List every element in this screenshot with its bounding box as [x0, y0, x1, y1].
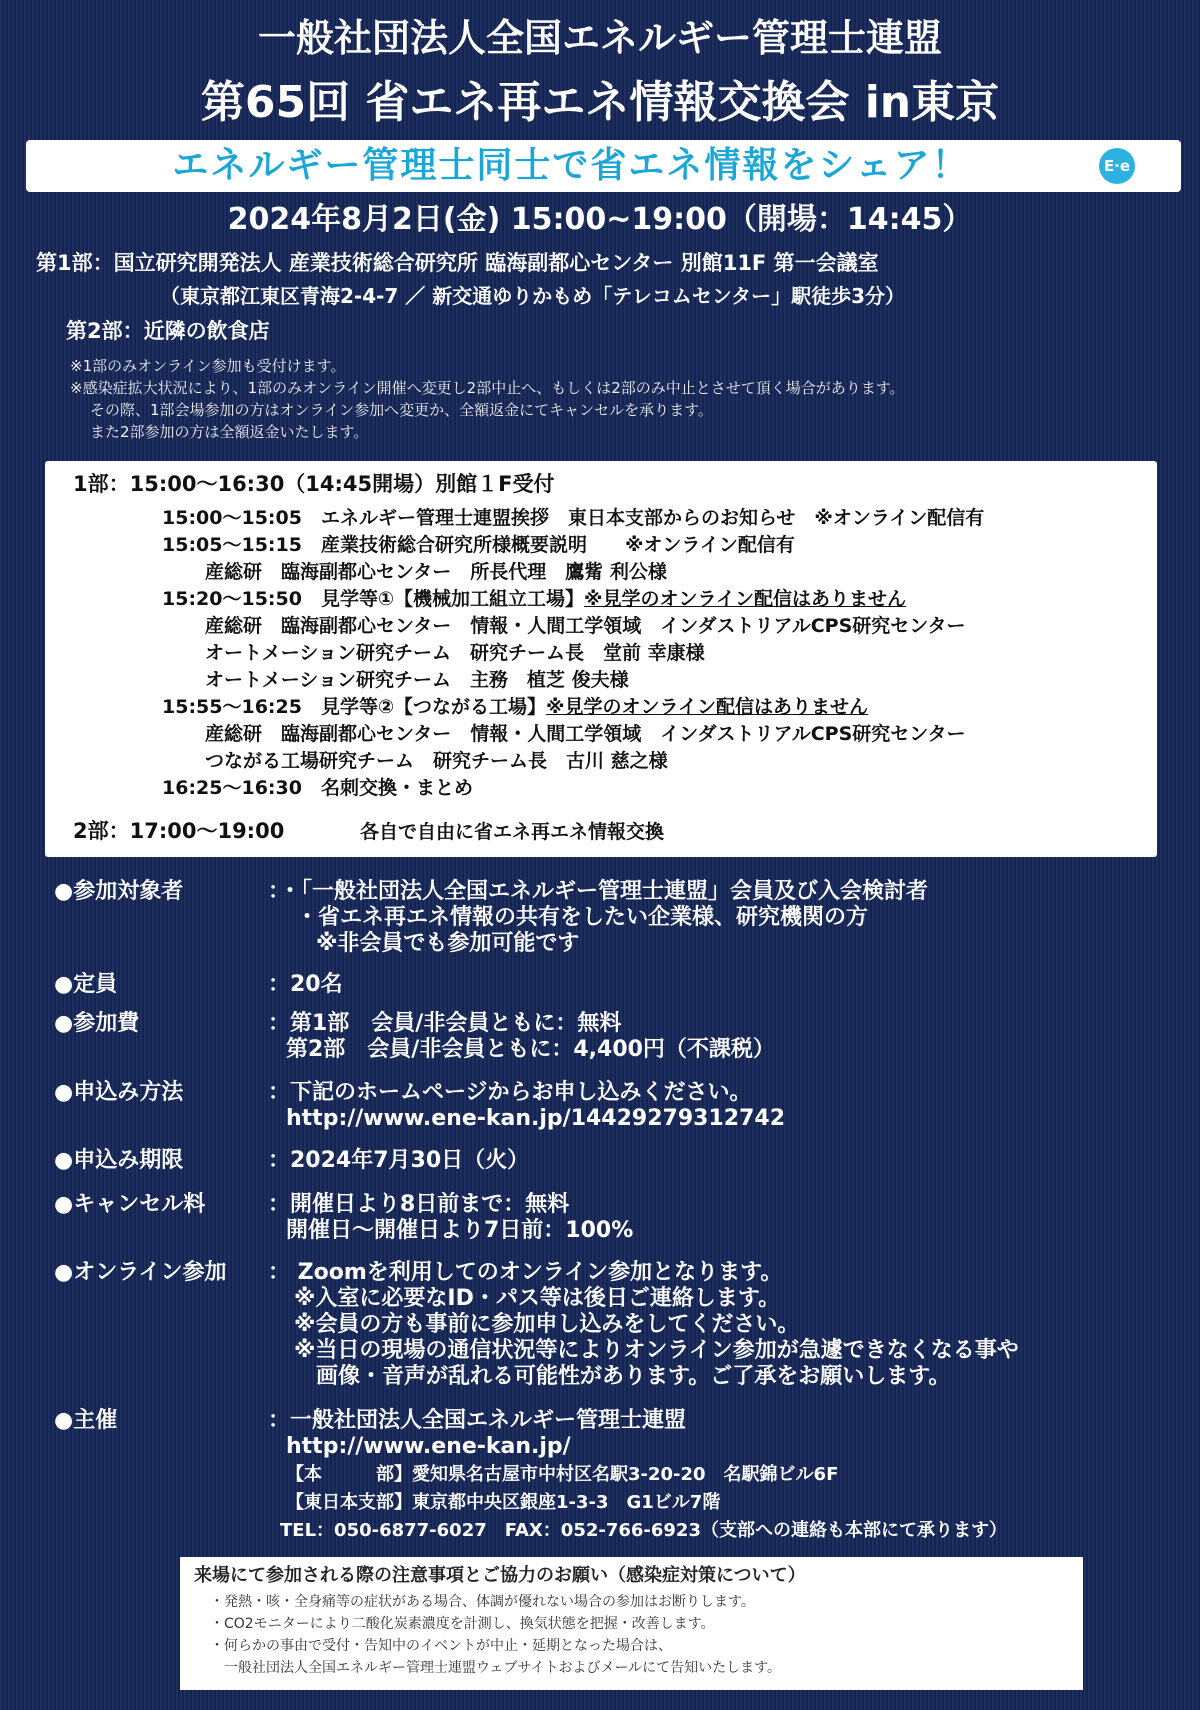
online-1: ： Zoomを利用してのオンライン参加となります。	[268, 1260, 783, 1285]
notice-item: ・何らかの事由で受付・告知中のイベントが中止・延期となった場合は、	[210, 1638, 672, 1654]
online-5: 画像・音声が乱れる可能性があります。ご了承をお願いします。	[316, 1364, 951, 1389]
note-refund-1: その際、1部会場参加の方はオンライン参加へ変更か、全額返金にてキャンセルを承ります。	[90, 401, 713, 419]
tagline-text: エネルギー管理士同士で省エネ情報をシェア！	[172, 145, 970, 186]
host-hq: 【本 部】愛知県名古屋市中村区名駅3-20-20 名駅錦ビル6F	[286, 1464, 839, 1485]
schedule-speaker: 産総研 臨海副都心センター 情報・人間工学領域 インダストリアルCPS研究センター	[205, 723, 966, 745]
schedule-tour2-note: ※見学のオンライン配信はありません	[546, 696, 868, 718]
event-datetime: 2024年8月2日(金) 15:00~19:00（開場：14:45）	[227, 202, 973, 237]
schedule-speaker: 産総研 臨海副都心センター 情報・人間工学領域 インダストリアルCPS研究センター	[205, 615, 966, 637]
apply-url-link[interactable]: http://www.ene-kan.jp/14429279312742	[286, 1106, 785, 1131]
capacity-value: ：20名	[268, 972, 343, 997]
schedule-panel	[45, 461, 1157, 857]
notice-item: ・発熱・咳・全身痛等の症状がある場合、体調が優れない場合の参加はお断りします。	[210, 1594, 755, 1610]
target-2: ・省エネ再エネ情報の共有をしたい企業様、研究機関の方	[296, 905, 869, 930]
notice-item: 一般社団法人全国エネルギー管理士連盟ウェブサイトおよびメールにて告知いたします。	[224, 1660, 782, 1676]
cancel-2: 開催日～開催日より7日前：100%	[286, 1218, 634, 1243]
target-3: ※非会員でも参加可能です	[316, 931, 580, 956]
schedule-speaker: つながる工場研究チーム 研究チーム長 古川 慈之様	[205, 750, 668, 772]
online-3: ※会員の方も事前に参加申し込みをしてください。	[294, 1312, 800, 1337]
notice-title: 来場にて参加される際の注意事項とご協力のお願い（感染症対策について）	[194, 1565, 806, 1586]
schedule-item	[162, 586, 906, 612]
apply-text: ：下記のホームページからお申し込みください。	[268, 1080, 752, 1105]
org-title: 一般社団法人全国エネルギー管理士連盟	[257, 16, 942, 60]
schedule-item: 16:25～16:30 名刺交換・まとめ	[162, 777, 473, 799]
deadline-label: ●申込み期限	[54, 1148, 184, 1173]
schedule-tour1: 15:20～15:50 見学等①【機械加工組立工場】	[162, 588, 585, 610]
schedule-tour2: 15:55～16:25 見学等②【つながる工場】	[162, 696, 547, 718]
deadline-value: ：2024年7月30日（火）	[268, 1148, 530, 1173]
cancel-1: ：開催日より8日前まで：無料	[268, 1192, 570, 1217]
notice-item: ・CO2モニターにより二酸化炭素濃度を計測し、換気状態を把握・改善します。	[210, 1616, 715, 1632]
capacity-label: ●定員	[54, 972, 118, 997]
schedule-item	[162, 694, 868, 720]
fee-label: ●参加費	[54, 1011, 140, 1036]
venue-part2: 第2部：近隣の飲食店	[66, 319, 270, 343]
note-refund-2: また2部参加の方は全額返金いたします。	[90, 423, 369, 441]
online-4: ※当日の現場の通信状況等によりオンライン参加が急遽できなくなる事や	[294, 1338, 1019, 1363]
target-1: ：・「一般社団法人全国エネルギー管理士連盟」会員及び入会検討者	[268, 879, 929, 904]
schedule-speaker: オートメーション研究チーム 研究チーム長 堂前 幸康様	[205, 642, 705, 664]
notice-box	[180, 1557, 1083, 1690]
tagline-banner	[26, 140, 1181, 192]
apply-label: ●申込み方法	[54, 1080, 184, 1105]
note-infection: ※感染症拡大状況により、1部のみオンライン開催へ変更し2部中止へ、もしくは2部のみ中止とさせて頂く場合があります。	[70, 379, 905, 397]
host-contact: TEL：050-6877-6027 FAX：052-766-6923（支部への連絡も本部にて承ります）	[280, 1520, 1007, 1541]
schedule-speaker: 産総研 臨海副都心センター 所長代理 鷹觜 利公様	[205, 561, 667, 583]
cancel-label: ●キャンセル料	[54, 1192, 206, 1217]
schedule-item: 15:05～15:15 産業技術総合研究所様概要説明 ※オンライン配信有	[162, 534, 795, 556]
schedule-item: 15:00～15:05 エネルギー管理士連盟挨拶 東日本支部からのお知らせ ※オンライン配信有	[162, 507, 985, 529]
ee-logo-icon: E·e	[1099, 148, 1135, 184]
schedule-tour1-note: ※見学のオンライン配信はありません	[584, 588, 906, 610]
online-label: ●オンライン参加	[54, 1260, 227, 1285]
target-label: ●参加対象者	[54, 879, 184, 904]
host-name: ：一般社団法人全国エネルギー管理士連盟	[268, 1408, 687, 1433]
host-url-link[interactable]: http://www.ene-kan.jp/	[286, 1434, 571, 1459]
host-east: 【東日本支部】東京都中央区銀座1-3-3 G1ビル7階	[286, 1492, 721, 1513]
event-title: 第65回 省エネ再エネ情報交換会 in東京	[200, 77, 1000, 128]
venue-part1: 第1部：国立研究開発法人 産業技術総合研究所 臨海副都心センター 別館11F 第一会議室	[36, 251, 879, 275]
schedule-speaker: オートメーション研究チーム 主務 植芝 俊夫様	[205, 669, 629, 691]
note-online: ※1部のみオンライン参加も受付けます。	[70, 357, 346, 375]
fee-part2: 第2部 会員/非会員ともに：4,400円（不課税）	[286, 1037, 775, 1062]
schedule-part1-head: 1部：15:00～16:30（14:45開場）別館１F受付	[73, 472, 555, 496]
online-2: ※入室に必要なID・パス等は後日ご連絡します。	[294, 1286, 781, 1311]
fee-part1: ：第1部 会員/非会員ともに：無料	[268, 1011, 622, 1036]
schedule-part2-time: 2部：17:00～19:00	[73, 819, 285, 843]
host-label: ●主催	[54, 1408, 118, 1433]
venue-part1-address: （東京都江東区青海2-4-7 ／ 新交通ゆりかもめ「テレコムセンター」駅徒歩3分）	[160, 284, 905, 308]
schedule-part2-desc: 各自で自由に省エネ再エネ情報交換	[360, 821, 665, 843]
